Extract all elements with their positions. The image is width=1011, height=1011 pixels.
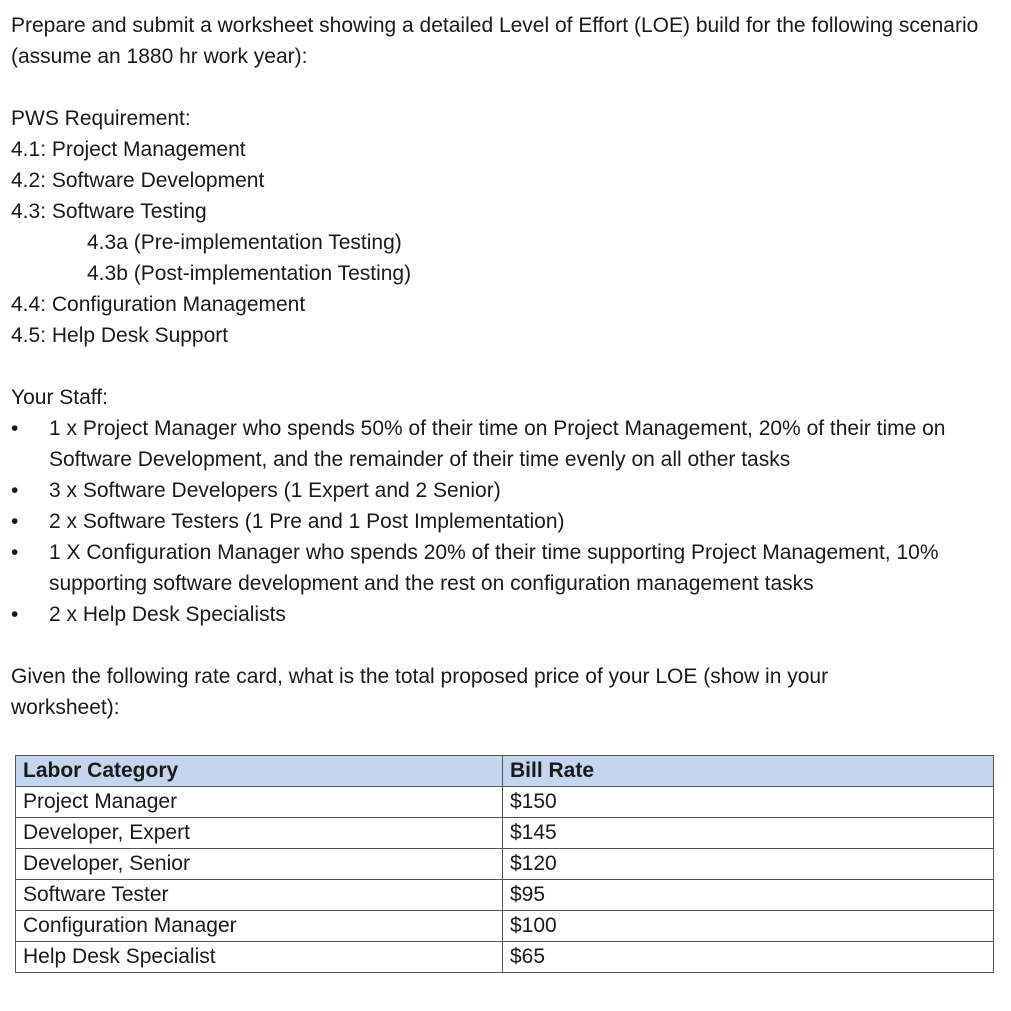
requirement-item: 4.2: Software Development (11, 169, 265, 192)
table-row (16, 818, 994, 849)
staff-item-text: 3 x Software Developers (1 Expert and 2 Senior) (49, 479, 501, 502)
bullet-icon: • (11, 510, 19, 533)
requirement-item: 4.4: Configuration Management (11, 293, 306, 316)
staff-list-item (11, 506, 961, 537)
labor-category-cell: Configuration Manager (16, 911, 503, 942)
requirement-subitem: 4.3a (Pre-implementation Testing) (87, 231, 402, 254)
staff-list (11, 413, 961, 630)
requirement-item: 4.3: Software Testing (11, 200, 207, 223)
bill-rate-cell: $145 (503, 818, 994, 849)
bill-rate-header: Bill Rate (503, 756, 994, 787)
question-paragraph: Given the following rate card, what is the total proposed price of your LOE (show in your worksheet): (11, 665, 829, 719)
staff-item-text: 2 x Software Testers (1 Pre and 1 Post Implementation) (49, 510, 565, 533)
labor-category-header: Labor Category (16, 756, 503, 787)
bill-rate-cell: $120 (503, 849, 994, 880)
labor-category-cell: Help Desk Specialist (16, 942, 503, 973)
requirement-subitem: 4.3b (Post-implementation Testing) (87, 262, 412, 285)
staff-list-item (11, 413, 961, 475)
bullet-icon: • (11, 541, 19, 564)
pws-requirements (11, 103, 1001, 351)
requirement-item: 4.5: Help Desk Support (11, 324, 229, 347)
labor-category-cell: Developer, Expert (16, 818, 503, 849)
table-header-row (16, 756, 994, 787)
bill-rate-cell: $95 (503, 880, 994, 911)
requirements-heading: PWS Requirement: (11, 107, 191, 130)
table-row (16, 787, 994, 818)
table-row (16, 911, 994, 942)
bill-rate-cell: $65 (503, 942, 994, 973)
bullet-icon: • (11, 479, 19, 502)
staff-list-item (11, 537, 961, 599)
staff-item-text: 1 X Configuration Manager who spends 20% of their time supporting Project Management, 10% supporting software development and the rest on configuration management tasks (49, 541, 939, 595)
bullet-icon: • (11, 603, 19, 626)
staff-item-text: 2 x Help Desk Specialists (49, 603, 286, 626)
bullet-icon: • (11, 417, 19, 440)
staff-list-item (11, 475, 961, 506)
intro-paragraph: Prepare and submit a worksheet showing a detailed Level of Effort (LOE) build for the following scenario (assume an 1880 hr work year): (11, 14, 979, 68)
rate-card-table (15, 755, 994, 973)
labor-category-cell: Software Tester (16, 880, 503, 911)
staff-item-text: 1 x Project Manager who spends 50% of their time on Project Management, 20% of their time on Software Development, and the remainder of their time evenly on all other tasks (49, 417, 946, 471)
staff-heading: Your Staff: (11, 386, 108, 409)
bill-rate-cell: $100 (503, 911, 994, 942)
table-row (16, 942, 994, 973)
bill-rate-cell: $150 (503, 787, 994, 818)
table-row (16, 880, 994, 911)
table-row (16, 849, 994, 880)
requirement-item: 4.1: Project Management (11, 138, 246, 161)
labor-category-cell: Developer, Senior (16, 849, 503, 880)
staff-section (11, 382, 1001, 630)
staff-list-item (11, 599, 961, 630)
labor-category-cell: Project Manager (16, 787, 503, 818)
document-body (11, 10, 1001, 723)
